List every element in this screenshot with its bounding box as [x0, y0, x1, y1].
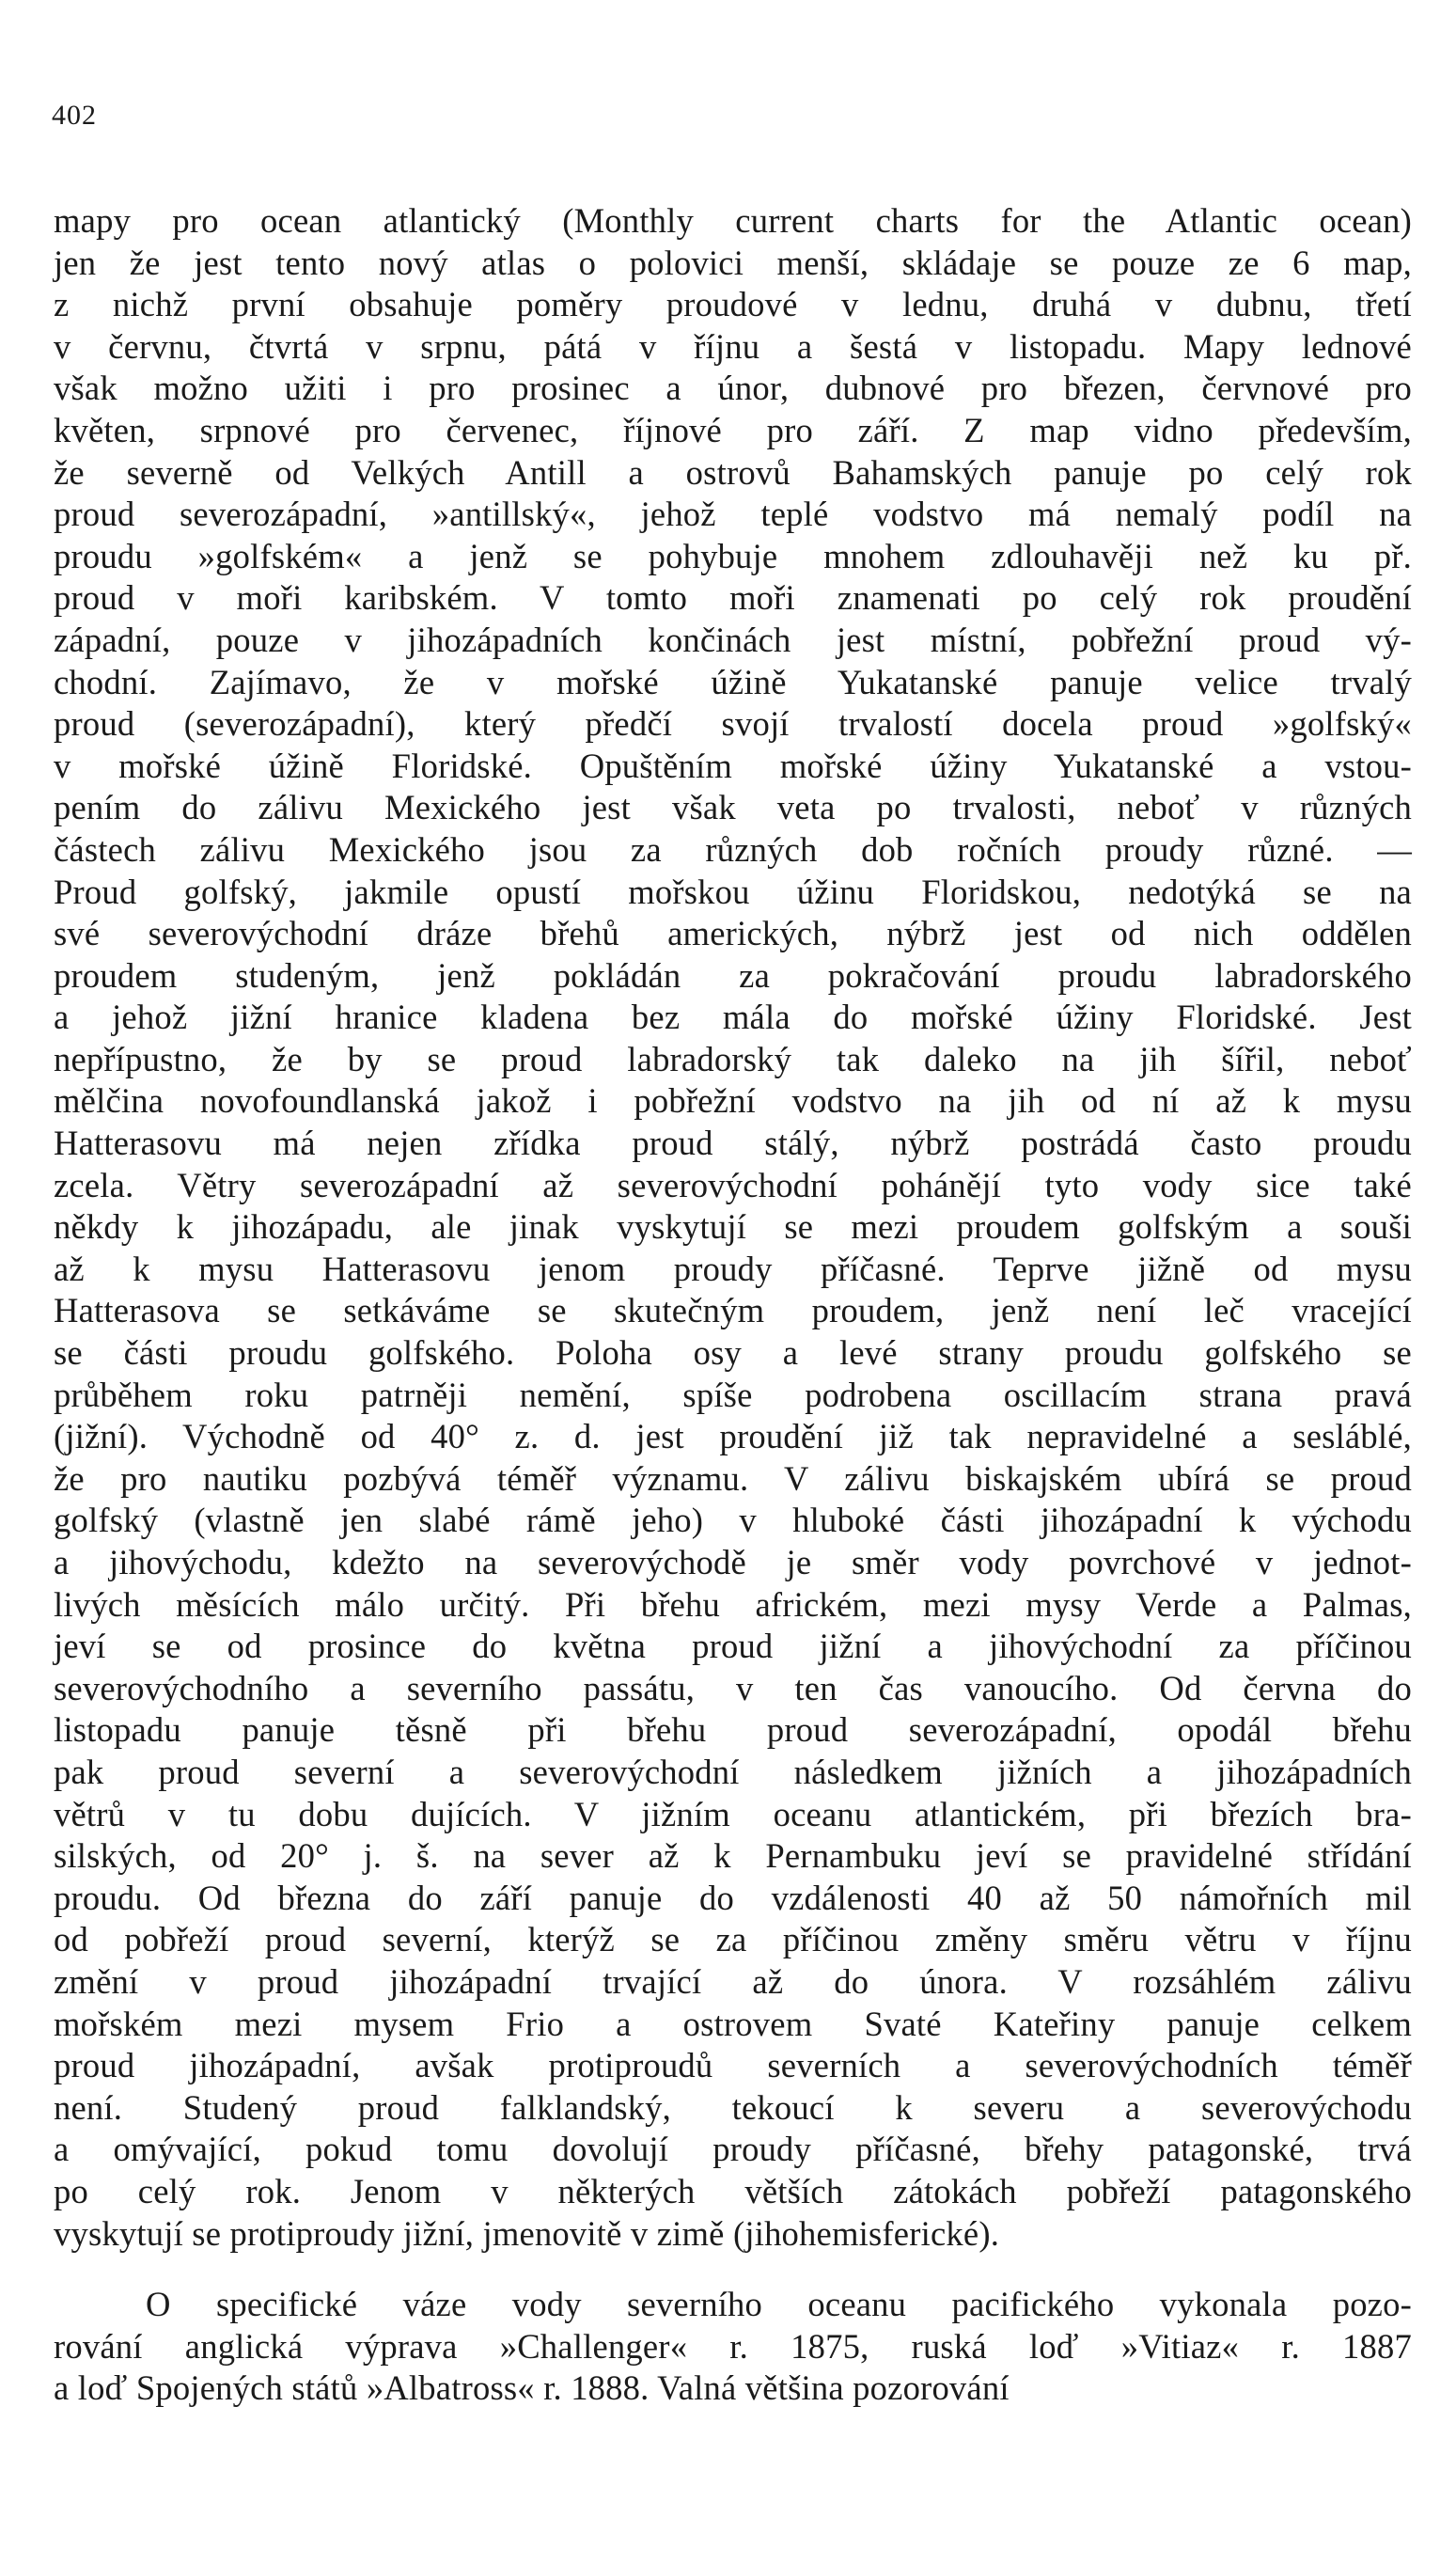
- text-line: proudu »golfském« a jenž se pohybuje mnohem zdlouhavěji než ku př.: [54, 536, 1412, 575]
- text-line: a loď Spojených států »Albatross« r. 1888. Valná většina pozorování: [54, 2368, 1010, 2408]
- paragraph-atlantic-currents: [54, 200, 1412, 2255]
- text-line: chodní. Zajímavo, že v mořské úžině Yukatanské panuje velice trvalý: [54, 662, 1412, 701]
- text-line: pak proud severní a severovýchodní následkem jižních a jihozápadních: [54, 1752, 1412, 1791]
- text-line: O specifické váze vody severního oceanu pacifického vykonala pozo-: [146, 2285, 1412, 2323]
- text-line: silských, od 20° j. š. na sever až k Pernambuku jeví se pravidelné střídání: [54, 1836, 1412, 1876]
- text-line: mělčina novofoundlanská jakož i pobřežní vodstvo na jih od ní až k mysu: [54, 1081, 1412, 1121]
- text-line: golfský (vlastně jen slabé rámě jeho) v hluboké části jihozápadní k východu: [54, 1501, 1412, 1540]
- text-line: listopadu panuje těsně při břehu proud severozápadní, opodál břehu: [54, 1710, 1412, 1750]
- text-line: větrů v tu dobu dujících. V jižním oceanu atlantickém, při březích bra-: [54, 1794, 1412, 1833]
- text-line: průběhem roku patrněji nemění, spíše podrobena oscillacím strana pravá: [54, 1375, 1412, 1414]
- text-line: není. Studený proud falklandský, tekoucí k severu a severovýchodu: [54, 2087, 1412, 2127]
- text-line: proud (severozápadní), který předčí svojí trvalostí docela proud »golfský«: [54, 704, 1412, 744]
- text-line: někdy k jihozápadu, ale jinak vyskytují se mezi proudem golfským a souši: [54, 1207, 1412, 1247]
- page-number: 402: [52, 100, 97, 131]
- text-line: pením do zálivu Mexického jest však veta po trvalosti, neboť v různých: [54, 788, 1412, 827]
- text-line: se části proudu golfského. Poloha osy a levé strany proudu golfského se: [54, 1333, 1412, 1373]
- text-line: západní, pouze v jihozápadních končinách jest místní, pobřežní proud vý-: [54, 620, 1412, 659]
- text-line: své severovýchodní dráze břehů amerických, nýbrž jest od nich oddělen: [54, 914, 1412, 953]
- text-line: že severně od Velkých Antill a ostrovů Bahamských panuje po celý rok: [54, 452, 1412, 492]
- text-line: květen, srpnové pro červenec, říjnové pro září. Z map vidno především,: [54, 410, 1412, 449]
- text-line: mořském mezi mysem Frio a ostrovem Svaté Kateřiny panuje celkem: [54, 2004, 1412, 2043]
- text-line: (jižní). Východně od 40° z. d. jest proudění již tak nepravidelné a sesláblé,: [54, 1417, 1412, 1456]
- text-line: od pobřeží proud severní, kterýž se za příčinou změny směru větru v říjnu: [54, 1920, 1412, 1959]
- text-line: mapy pro ocean atlantický (Monthly current charts for the Atlantic ocean): [54, 201, 1412, 240]
- text-line: proud v moři karibském. V tomto moři znamenati po celý rok proudění: [54, 578, 1412, 618]
- text-line: po celý rok. Jenom v některých větších zátokách pobřeží patagonského: [54, 2171, 1412, 2210]
- text-line: proudu. Od března do září panuje do vzdálenosti 40 až 50 námořních mil: [54, 1878, 1412, 1917]
- text-line: nepřípustno, že by se proud labradorský tak daleko na jih šířil, neboť: [54, 1039, 1412, 1078]
- text-line: že pro nautiku pozbývá téměř významu. V zálivu biskajském ubírá se proud: [54, 1458, 1412, 1498]
- text-line: jeví se od prosince do května proud jižní a jihovýchodní za příčinou: [54, 1627, 1412, 1666]
- text-line: rování anglická výprava »Challenger« r. 1875, ruská loď »Vitiaz« r. 1887: [54, 2326, 1412, 2366]
- text-line: proud jihozápadní, avšak protiproudů severních a severovýchodních téměř: [54, 2046, 1412, 2085]
- text-line: proud severozápadní, »antillský«, jehož teplé vodstvo má nemalý podíl na: [54, 495, 1412, 534]
- text-line: v červnu, čtvrtá v srpnu, pátá v říjnu a šestá v listopadu. Mapy lednové: [54, 326, 1412, 366]
- text-line: z nichž první obsahuje poměry proudové v lednu, druhá v dubnu, třetí: [54, 285, 1412, 324]
- text-line: jen že jest tento nový atlas o polovici menší, skládaje se pouze ze 6 map,: [54, 243, 1412, 282]
- text-line: zcela. Větry severozápadní až severovýchodní pohánějí tyto vody sice také: [54, 1165, 1412, 1204]
- text-line: Proud golfský, jakmile opustí mořskou úžinu Floridskou, nedotýká se na: [54, 872, 1412, 911]
- text-line: však možno užiti i pro prosinec a únor, dubnové pro březen, červnové pro: [54, 369, 1412, 408]
- text-line: změní v proud jihozápadní trvající až do února. V rozsáhlém zálivu: [54, 1961, 1412, 2001]
- text-line: v mořské úžině Floridské. Opuštěním mořské úžiny Yukatanské a vstou-: [54, 746, 1412, 785]
- text-line: a omývající, pokud tomu dovolují proudy příčasné, břehy patagonské, trvá: [54, 2130, 1412, 2169]
- text-line: Hatterasovu má nejen zřídka proud stálý, nýbrž postrádá často proudu: [54, 1124, 1412, 1163]
- text-line: vyskytují se protiproudy jižní, jmenovitě v zimě (jihohemisferické).: [54, 2213, 1000, 2253]
- paragraph-pacific-specific-gravity: [54, 2284, 1412, 2410]
- text-line: severovýchodního a severního passátu, v ten čas vanoucího. Od června do: [54, 1668, 1412, 1707]
- text-line: proudem studeným, jenž pokládán za pokračování proudu labradorského: [54, 955, 1412, 995]
- text-line: Hatterasova se setkáváme se skutečným proudem, jenž není leč vracející: [54, 1291, 1412, 1330]
- text-line: až k mysu Hatterasovu jenom proudy příčasné. Teprve jižně od mysu: [54, 1249, 1412, 1288]
- text-line: částech zálivu Mexického jsou za různých dob ročních proudy různé. —: [54, 829, 1412, 869]
- text-line: livých měsících málo určitý. Při břehu africkém, mezi mysy Verde a Palmas,: [54, 1584, 1412, 1624]
- text-line: a jihovýchodu, kdežto na severovýchodě je směr vody povrchové v jednot-: [54, 1543, 1412, 1581]
- text-line: a jehož jižní hranice kladena bez mála do mořské úžiny Floridské. Jest: [54, 998, 1412, 1037]
